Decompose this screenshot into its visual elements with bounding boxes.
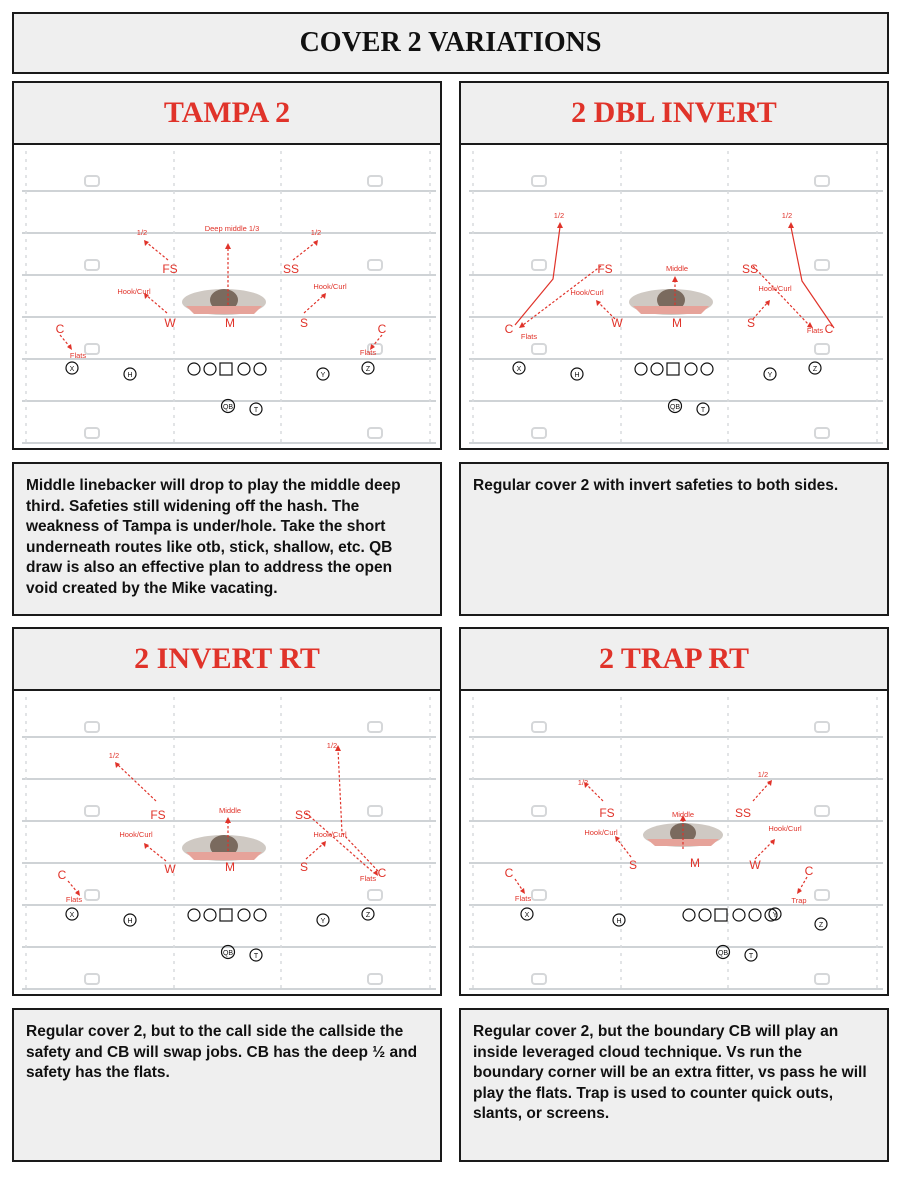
coverage-label: 1/2 <box>136 228 148 237</box>
coverage-label: 1/2 <box>326 741 338 750</box>
offense-player: H <box>574 372 580 379</box>
coverage-label: Flats <box>359 874 377 883</box>
coverage-label: Hook/Curl <box>119 830 153 839</box>
coverage-label: Flats <box>514 894 532 903</box>
team-logo <box>182 289 266 315</box>
defender: C <box>57 868 67 882</box>
coverage-label: 1/2 <box>757 770 769 779</box>
offense-player: H <box>127 372 133 379</box>
panel-tampa2-diagram <box>12 143 442 450</box>
offense-player: T <box>253 953 259 960</box>
offense-player: Y <box>320 918 326 925</box>
offense-player: Y <box>772 912 778 919</box>
panel-title: 2 TRAP RT <box>598 642 750 675</box>
panel-trap-rt-diagram <box>459 689 889 996</box>
coverage-label: Hook/Curl <box>584 828 618 837</box>
panel-title: TAMPA 2 <box>163 96 291 129</box>
team-logo <box>629 289 713 315</box>
panel-invert-rt-description: Regular cover 2, but to the call side the callside the safety and CB will swap jobs. CB has the deep ½ and safety has the flats. <box>12 1008 442 1162</box>
coverage-label: Hook/Curl <box>313 282 347 291</box>
offense-player: X <box>516 366 522 373</box>
coverage-label: Middle <box>665 264 689 273</box>
defender: M <box>690 856 700 870</box>
coverage-label: 1/2 <box>577 778 589 787</box>
panel-title: 2 INVERT RT <box>134 642 320 675</box>
coverage-label: Deep middle 1/3 <box>204 224 260 233</box>
coverage-label: Middle <box>671 810 695 819</box>
defender: M <box>225 860 235 874</box>
panel-invert-rt-title-box <box>12 627 442 691</box>
defender: SS <box>734 806 752 820</box>
coverage-label: Flats <box>65 895 83 904</box>
defender: S <box>299 860 309 874</box>
offense-player: Z <box>365 912 371 919</box>
defender: FS <box>599 806 615 820</box>
coverage-label: Middle <box>218 806 242 815</box>
offense-player: Y <box>320 372 326 379</box>
offense-player: QB <box>669 404 681 411</box>
offense-player: H <box>127 918 133 925</box>
offense-player: T <box>700 407 706 414</box>
offense-player: Z <box>812 366 818 373</box>
defender: W <box>749 858 761 872</box>
offense-player: QB <box>222 950 234 957</box>
defender: M <box>672 316 682 330</box>
offensive-line <box>66 362 374 415</box>
offense-player: Y <box>767 372 773 379</box>
page-title: COVER 2 VARIATIONS <box>299 27 602 58</box>
field-diagram <box>16 147 442 450</box>
coverage-label: Trap <box>791 896 807 905</box>
defender: C <box>504 322 514 336</box>
coverage-label: Hook/Curl <box>758 284 792 293</box>
field-diagram <box>463 147 889 450</box>
offense-player: X <box>69 912 75 919</box>
coverage-label: Hook/Curl <box>313 830 347 839</box>
coverage-label: Hook/Curl <box>768 824 802 833</box>
defender: SS <box>294 808 312 822</box>
defender: W <box>164 862 176 876</box>
defender: C <box>377 322 387 336</box>
coverage-label: 1/2 <box>553 211 565 220</box>
defender: W <box>611 316 623 330</box>
panel-dbl-invert-description: Regular cover 2 with invert safeties to both sides. <box>459 462 889 616</box>
coverage-label: Flats <box>359 348 377 357</box>
coverage-label: 1/2 <box>108 751 120 760</box>
defender: SS <box>741 262 759 276</box>
panel-invert-rt-diagram <box>12 689 442 996</box>
offense-player: Z <box>365 366 371 373</box>
page-title-box <box>12 12 889 74</box>
defender: FS <box>162 262 178 276</box>
panel-dbl-invert-diagram <box>459 143 889 450</box>
panel-title: 2 DBL INVERT <box>571 96 777 129</box>
offense-player: Z <box>818 922 824 929</box>
panel-tampa2-description: Middle linebacker will drop to play the middle deep third. Safeties still widening off the hash. The weakness of Tampa is under/hole. Take the short underneath routes like otb, stick, shallow, etc. QB draw is also an effective plan to address the open void created by the Mike vacating. <box>12 462 442 616</box>
defender: C <box>504 866 514 880</box>
defender: W <box>164 316 176 330</box>
defender: S <box>628 858 638 872</box>
defender: S <box>746 316 756 330</box>
coverage-label: 1/2 <box>310 228 322 237</box>
defender: FS <box>597 262 613 276</box>
offense-player: QB <box>717 950 729 957</box>
defender: C <box>824 322 834 336</box>
defender: C <box>804 864 814 878</box>
offense-player: T <box>748 953 754 960</box>
coverage-label: Flats <box>520 332 538 341</box>
defender: C <box>55 322 65 336</box>
panel-dbl-invert-title-box <box>459 81 889 145</box>
coverage-label: Hook/Curl <box>117 287 151 296</box>
offense-player: X <box>69 366 75 373</box>
offense-player: H <box>616 918 622 925</box>
coverage-label: Flats <box>806 326 824 335</box>
field-diagram <box>463 693 889 996</box>
offense-player: QB <box>222 404 234 411</box>
coverage-label: Flats <box>69 351 87 360</box>
defender: SS <box>282 262 300 276</box>
panel-tampa2-title-box <box>12 81 442 145</box>
coverage-label: Hook/Curl <box>570 288 604 297</box>
offense-player: T <box>253 407 259 414</box>
offense-player: X <box>524 912 530 919</box>
team-logo <box>182 835 266 861</box>
field-diagram <box>16 693 442 996</box>
panel-trap-rt-description: Regular cover 2, but the boundary CB will play an inside leveraged cloud technique. Vs run the boundary corner will be an extra fitter, vs pass he will play the flats. Trap is used to counter quick outs, slants, or screens. <box>459 1008 889 1162</box>
panel-trap-rt-title-box <box>459 627 889 691</box>
coverage-label: 1/2 <box>781 211 793 220</box>
defender: M <box>225 316 235 330</box>
defender: FS <box>150 808 166 822</box>
defender: S <box>299 316 309 330</box>
defender: C <box>377 866 387 880</box>
